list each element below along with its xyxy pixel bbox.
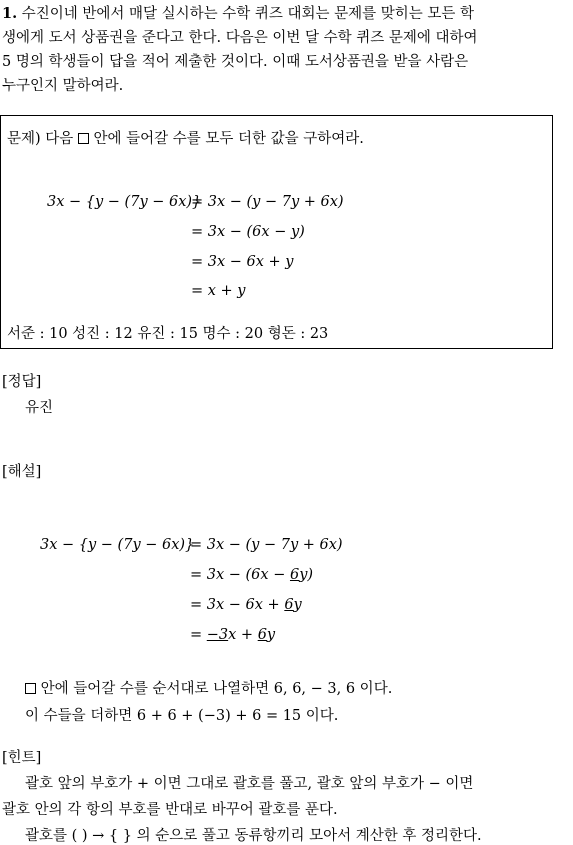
box-eq-step-3: = 3x − 6x + y xyxy=(191,254,294,270)
solution-line-1: 안에 들어갈 수를 순서대로 나열하면 6, 6, − 3, 6 이다. xyxy=(25,677,392,698)
student-answers: 서준 : 10 성진 : 12 유진 : 15 명수 : 20 형돈 : 23 xyxy=(7,326,329,342)
problem-line-4: 누구인지 말하여라. xyxy=(2,78,124,94)
hint-heading: [힌트] xyxy=(2,750,42,766)
box-question xyxy=(7,127,364,148)
underlined-coefficient: 6 xyxy=(284,597,294,613)
problem-line-1: 수진이네 반에서 매달 실시하는 수학 퀴즈 대회는 문제를 맞히는 모든 학 xyxy=(21,6,475,22)
box-eq-step-1: = 3x − (y − 7y + 6x) xyxy=(191,194,344,210)
hint-line-1: 괄호 앞의 부호가 + 이면 그대로 괄호를 풀고, 괄호 앞의 부호가 − 이면 xyxy=(25,776,474,792)
solution-eq-step-1: = 3x − (y − 7y + 6x) xyxy=(190,537,343,553)
box-question-prefix: 문제) 다음 xyxy=(7,131,74,147)
solution-eq-step-2: = 3x − (6x − 6y) xyxy=(190,567,314,583)
box-question-suffix: 안에 들어갈 수를 모두 더한 값을 구하여라. xyxy=(93,131,364,147)
solution-eq-step-4: = −3x + 6y xyxy=(190,627,276,643)
blank-square-icon xyxy=(78,133,89,144)
underlined-coefficient: 6 xyxy=(257,627,267,643)
box-eq-step-4: = x + y xyxy=(191,283,246,299)
box-eq-lhs: 3x − {y − (7y − 6x)} xyxy=(47,194,202,210)
hint-line-2: 괄호 안의 각 항의 부호를 반대로 바꾸어 괄호를 푼다. xyxy=(2,802,338,818)
blank-square-icon xyxy=(25,683,36,694)
hint-line-3: 괄호를 ( ) → { } 의 순으로 풀고 동류항끼리 모아서 계산한 후 정리한다. xyxy=(25,828,482,844)
answer-value: 유진 xyxy=(25,400,54,416)
answer-heading: [정답] xyxy=(2,374,42,390)
problem-text xyxy=(2,2,570,98)
solution-eq-step-3: = 3x − 6x + 6y xyxy=(190,597,302,613)
problem-number: 1. xyxy=(2,5,18,22)
question-box xyxy=(0,115,553,349)
problem-line-2: 생에게 도서 상품권을 준다고 한다. 다음은 이번 달 수학 퀴즈 문제에 대하여 xyxy=(2,30,478,46)
box-eq-step-2: = 3x − (6x − y) xyxy=(191,224,305,240)
solution-heading: [해설] xyxy=(2,464,42,480)
solution-eq-lhs: 3x − {y − (7y − 6x)} xyxy=(40,537,195,553)
underlined-coefficient: −3 xyxy=(206,627,229,643)
problem-line-3: 5 명의 학생들이 답을 적어 제출한 것이다. 이때 도서상품권을 받을 사람은 xyxy=(2,54,469,70)
solution-line-2: 이 수들을 더하면 6 + 6 + (−3) + 6 = 15 이다. xyxy=(25,708,339,724)
underlined-coefficient: 6 xyxy=(289,567,300,583)
